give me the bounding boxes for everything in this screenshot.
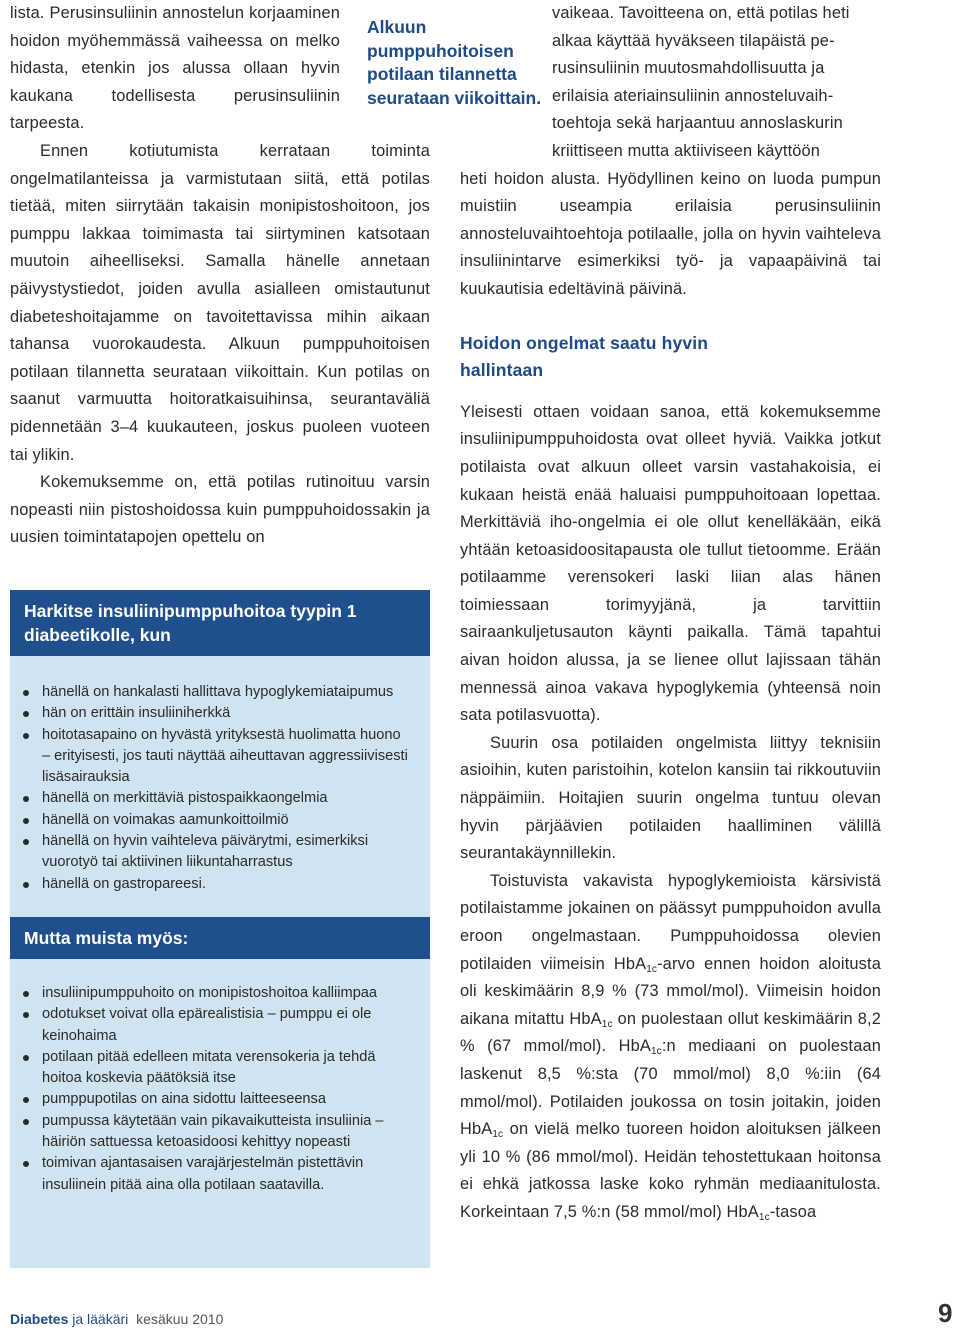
list-item: hänellä on merkittäviä pistospaikkaongelmia	[42, 788, 410, 809]
bullet-icon	[23, 1097, 29, 1103]
magazine-name-suffix: ja lääkäri	[72, 1311, 129, 1327]
subscript: 1c	[650, 1046, 662, 1058]
bullet-icon	[23, 733, 29, 739]
right-paragraph-3: Toistuvista vakavista hypoglykemioista kärsivistä potilaistamme jokainen on päässyt pumppuhoidon avulla eroon ongelmastaan. Pumppuhoidossa olevien potilaiden viimeisin HbA$_{1c}$-arvo ennen hoidon aloitusta oli keskimäärin 8,9 % (73 mmol/mol). Viimeisin hoidon aikana mitattu HbA$_{1c}$ on puolestaan ollut keskimäärin 8,2 % (67 mmol/mol). HbA$_{1c}$:n mediaani on puolestaan laskenut 8,5 %:sta (70 mmol/mol) 8,0 %:iin (64 mmol/mol). Potilaiden joukossa on tosin joitakin, joiden HbA$_{1c}$ on vielä melko tuoreen hoidon aloituksen jälkeen yli 10 % (86 mmol/mol). Heidän tehostettukaan hoitonsa ei ehkä jatkossa laske koko ryhmän mediaanitulosta. Korkeintaan 7,5 %:n (58 mmol/mol) HbA$_{1c}$-tasoa	[460, 871, 882, 1223]
right-intro-line: vaikeaa. Tavoitteena on, että potilas heti	[552, 4, 850, 22]
right-intro-line: alkaa käyttää hyväkseen tilapäistä pe-	[552, 31, 835, 50]
sidebar-list-2	[10, 983, 430, 1196]
list-item: odotukset voivat olla epärealistisia – pumppu ei ole keinohaima	[42, 1004, 410, 1047]
bullet-icon	[23, 818, 29, 824]
bullet-icon	[23, 690, 29, 696]
bullet-icon	[23, 1055, 29, 1061]
list-item: hänellä on gastropareesi.	[42, 874, 410, 895]
bullet-icon	[23, 1161, 29, 1167]
subscript: 1c	[601, 1018, 613, 1030]
footer	[10, 1311, 223, 1327]
list-item: toimivan ajantasaisen varajärjestelmän pistettävin insuliinein pitää aina olla potilaan saatavilla.	[42, 1153, 410, 1196]
subscript: 1c	[492, 1129, 504, 1141]
page-number: 9	[938, 1298, 953, 1328]
list-item: hänellä on voimakas aamunkoittoilmiö	[42, 810, 410, 831]
subscript: 1c	[646, 963, 658, 975]
bullet-icon	[23, 711, 29, 717]
right-intro-rest: heti hoidon alusta. Hyödyllinen keino on luoda pumpun muistiin useampia erilaisia perusinsuliinin annosteluvaihtoehtoja potilaalle, jolla on hyvin vaihteleva insuliinintarve esimerkiksi työ- ja vapaapäivinä tai kuukautisia edeltävinä päivinä.	[460, 169, 881, 298]
subscript: 1c	[758, 1211, 770, 1223]
list-item: hänellä on hankalasti hallittava hypoglykemiataipumus	[42, 682, 410, 703]
right-intro-line: rusinsuliinin muutosmahdollisuutta ja	[552, 59, 825, 78]
bullet-icon	[23, 796, 29, 802]
issue-date: kesäkuu 2010	[136, 1311, 224, 1327]
right-intro-line: toehtoja sekä harjaantuu annoslaskurin	[552, 114, 843, 133]
list-item: pumppupotilas on aina sidottu laitteeseensa	[42, 1089, 410, 1110]
sidebar-title: Harkitse insuliinipumppuhoitoa tyypin 1 diabeetikolle, kun	[10, 590, 430, 656]
right-paragraph-1: Yleisesti ottaen voidaan sanoa, että kokemuksemme insuliinipumppuhoidosta ovat olleet hyviä. Vaikka jotkut potilaista ovat alkuun olleet varsin vastahakoisia, ei kukaan heistä enää haluaisi pumppuhoitoaan lopettaa. Merkittäviä iho-ongelmia ei ole ollut kenelläkään, eikä yhtään ketoasidoositapausta ole tullut tietoomme. Erään potilaamme verensokeri laski liian alas hänen toimiessaan torimyyjänä, ja tarvittiin sairaankuljetusauton käynti paikalla. Tämä tapahtui aivan hoidon alussa, ja se lienee ollut lajissaan tähän mennessä ainoa vakava hypoglykemia (yhteensä noin sata potilasvuotta).	[460, 402, 881, 725]
bullet-icon	[23, 1012, 29, 1018]
right-column	[460, 0, 881, 1227]
section-subheading: Hoidon ongelmat saatu hyvin hallintaan	[460, 332, 709, 381]
right-paragraph-2: Suurin osa potilaiden ongelmista liittyy teknisiin asioihin, kuten paristoihin, kotelon kansiin tai rikkoutuviin näppäimiin. Hoitajien suurin ongelma tuntuu olevan hyvin pärjäävien potilaiden haalliminen välillä seurantakäynnillekin.	[460, 733, 881, 863]
left-paragraph-2: Ennen kotiutumista kerrataan toiminta ongelmatilanteissa ja varmistutaan siitä, että potilas tietää, miten siirrytään takaisin monipistoshoitoon, jos pumppu lakkaa toimimasta tai siirtyminen katsotaan muutoin aiheelliseksi. Samalla hänelle annetaan päivystystiedot, joiden avulla asialleen omistautunut diabeteshoitajamme on tavoitettavissa mihin aikaan tahansa vuorokaudesta. Alkuun pumppuhoitoisen potilaan tilannetta seurataan viikoittain. Kun potilas on saanut varmuutta hoitoratkaisuihinsa, seurantaväliä pidennetään 3–4 kuukauteen, joskus puoleen vuoteen tai ylikin.	[10, 141, 430, 464]
list-item: hoitotasapaino on hyvästä yrityksestä huolimatta huono – erityisesti, jos tauti näyttää aiheuttavan aggressiivisesti lisäsairauksia	[42, 725, 410, 789]
list-item: pumpussa käytetään vain pikavaikutteista insuliinia – häiriön sattuessa ketoasidoosi kehittyy nopeasti	[42, 1111, 410, 1154]
bullet-icon	[23, 882, 29, 888]
right-intro-line: kriittiseen mutta aktiiviseen käyttöön	[552, 141, 821, 160]
list-item: hänellä on hyvin vaihteleva päivärytmi, esimerkiksi vuorotyö tai aktiivinen liikuntaharrastus	[42, 831, 410, 874]
left-paragraph-3: Kokemuksemme on, että potilas rutinoituu varsin nopeasti niin pistoshoidossa kuin pumppuhoidossakin ja uusien toimintatapojen opettelu on	[10, 473, 430, 547]
bullet-icon	[23, 991, 29, 997]
sidebar-title-2: Mutta muista myös:	[10, 917, 430, 959]
sidebar-list	[10, 682, 430, 895]
left-paragraph-1: lista. Perusinsuliinin annostelun korjaaminen hoidon myöhemmässä vaiheessa on melko hidasta, etenkin jos alussa ollaan hyvin kaukana todellisesta perusinsuliinin tarpeesta.	[10, 4, 340, 133]
bullet-icon	[23, 1119, 29, 1125]
sidebar-box	[10, 590, 430, 1268]
bullet-icon	[23, 839, 29, 845]
list-item: potilaan pitää edelleen mitata verensokeria ja tehdä hoitoa koskevia päätöksiä itse	[42, 1047, 410, 1090]
pull-quote: Alkuun pumppuhoitoisen potilaan tilannetta seurataan viikoittain.	[367, 17, 542, 108]
list-item: hän on erittäin insuliiniherkkä	[42, 703, 410, 724]
magazine-name: Diabetes	[10, 1311, 69, 1327]
list-item: insuliinipumppuhoito on monipistoshoitoa kalliimpaa	[42, 983, 410, 1004]
right-intro-line: erilaisia ateriainsuliinin annosteluvaih-	[552, 86, 834, 105]
